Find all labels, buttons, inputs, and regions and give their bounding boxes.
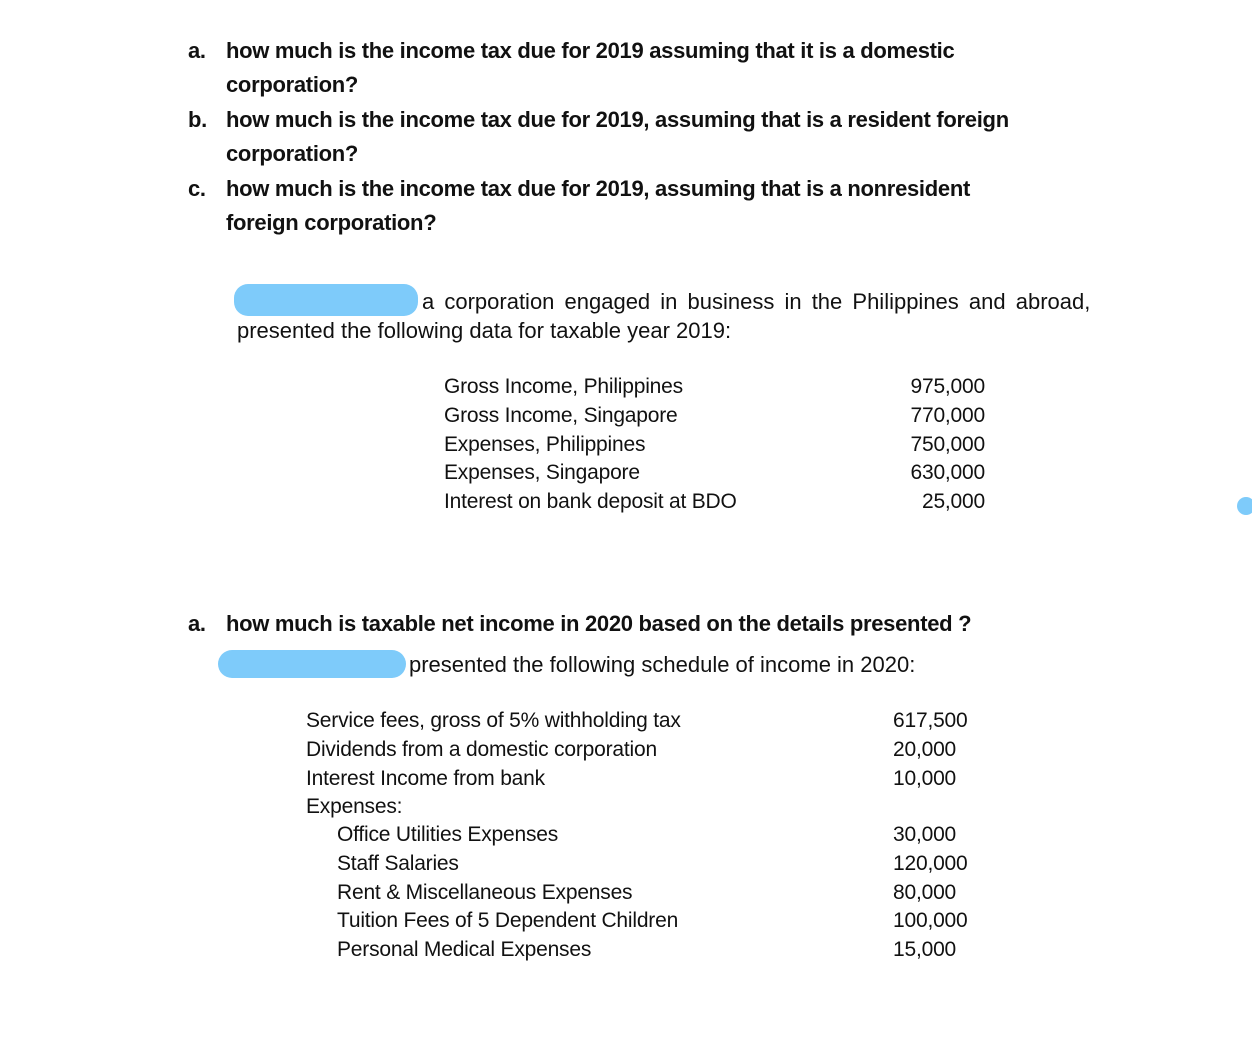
table-row-value: 20,000 bbox=[893, 738, 957, 761]
question-letter: a. bbox=[188, 611, 206, 636]
table-row-value: 80,000 bbox=[893, 881, 957, 904]
question-text-cont: corporation? bbox=[226, 141, 359, 166]
table-row-value: 630,000 bbox=[910, 461, 985, 484]
table-row-value: 975,000 bbox=[910, 375, 985, 398]
table-row-value: 750,000 bbox=[910, 433, 985, 456]
table-row-value: 100,000 bbox=[893, 909, 968, 932]
table-row-label: Office Utilities Expenses bbox=[337, 823, 559, 846]
question-text: how much is the income tax due for 2019, assuming that is a resident foreign bbox=[226, 107, 1009, 132]
table-row-label: Tuition Fees of 5 Dependent Children bbox=[337, 909, 679, 932]
table-row-label: Dividends from a domestic corporation bbox=[306, 738, 657, 761]
expenses-heading: Expenses: bbox=[306, 795, 403, 818]
question-text-cont: corporation? bbox=[226, 72, 359, 97]
redaction-mark bbox=[234, 284, 418, 316]
table-row-label: Personal Medical Expenses bbox=[337, 938, 592, 961]
problem2-intro: presented the following schedule of income in 2020: bbox=[409, 652, 916, 677]
table-row-label: Service fees, gross of 5% withholding tax bbox=[306, 709, 681, 732]
problem1-intro-line1: a corporation engaged in business in the Philippines and abroad, bbox=[422, 289, 1091, 314]
table-row-label: Interest on bank deposit at BDO bbox=[444, 490, 737, 513]
table-row-label: Expenses, Philippines bbox=[444, 433, 646, 456]
table-row-value: 617,500 bbox=[893, 709, 968, 732]
table-row-value: 10,000 bbox=[893, 767, 957, 790]
question-letter: a. bbox=[188, 38, 206, 63]
table-row-label: Gross Income, Philippines bbox=[444, 375, 683, 398]
table-row-value: 120,000 bbox=[893, 852, 968, 875]
table-row-value: 15,000 bbox=[893, 938, 957, 961]
table-row-value: 770,000 bbox=[910, 404, 985, 427]
question-letter: b. bbox=[188, 107, 207, 132]
table-row-label: Expenses, Singapore bbox=[444, 461, 640, 484]
table-row-value: 25,000 bbox=[921, 490, 985, 513]
table-row-label: Gross Income, Singapore bbox=[444, 404, 678, 427]
table-row-value: 30,000 bbox=[893, 823, 957, 846]
table-row-label: Interest Income from bank bbox=[306, 767, 545, 790]
question-text: how much is taxable net income in 2020 based on the details presented ? bbox=[226, 611, 972, 636]
table-row-label: Staff Salaries bbox=[337, 852, 459, 875]
question-text-cont: foreign corporation? bbox=[226, 210, 437, 235]
table-row-label: Rent & Miscellaneous Expenses bbox=[337, 881, 633, 904]
redaction-mark bbox=[218, 650, 406, 678]
redaction-dot bbox=[1237, 497, 1252, 515]
question-text: how much is the income tax due for 2019 assuming that it is a domestic bbox=[226, 38, 955, 63]
question-text: how much is the income tax due for 2019, assuming that is a nonresident bbox=[226, 176, 970, 201]
question-letter: c. bbox=[188, 176, 206, 201]
problem1-intro-line2: presented the following data for taxable year 2019: bbox=[237, 318, 732, 343]
